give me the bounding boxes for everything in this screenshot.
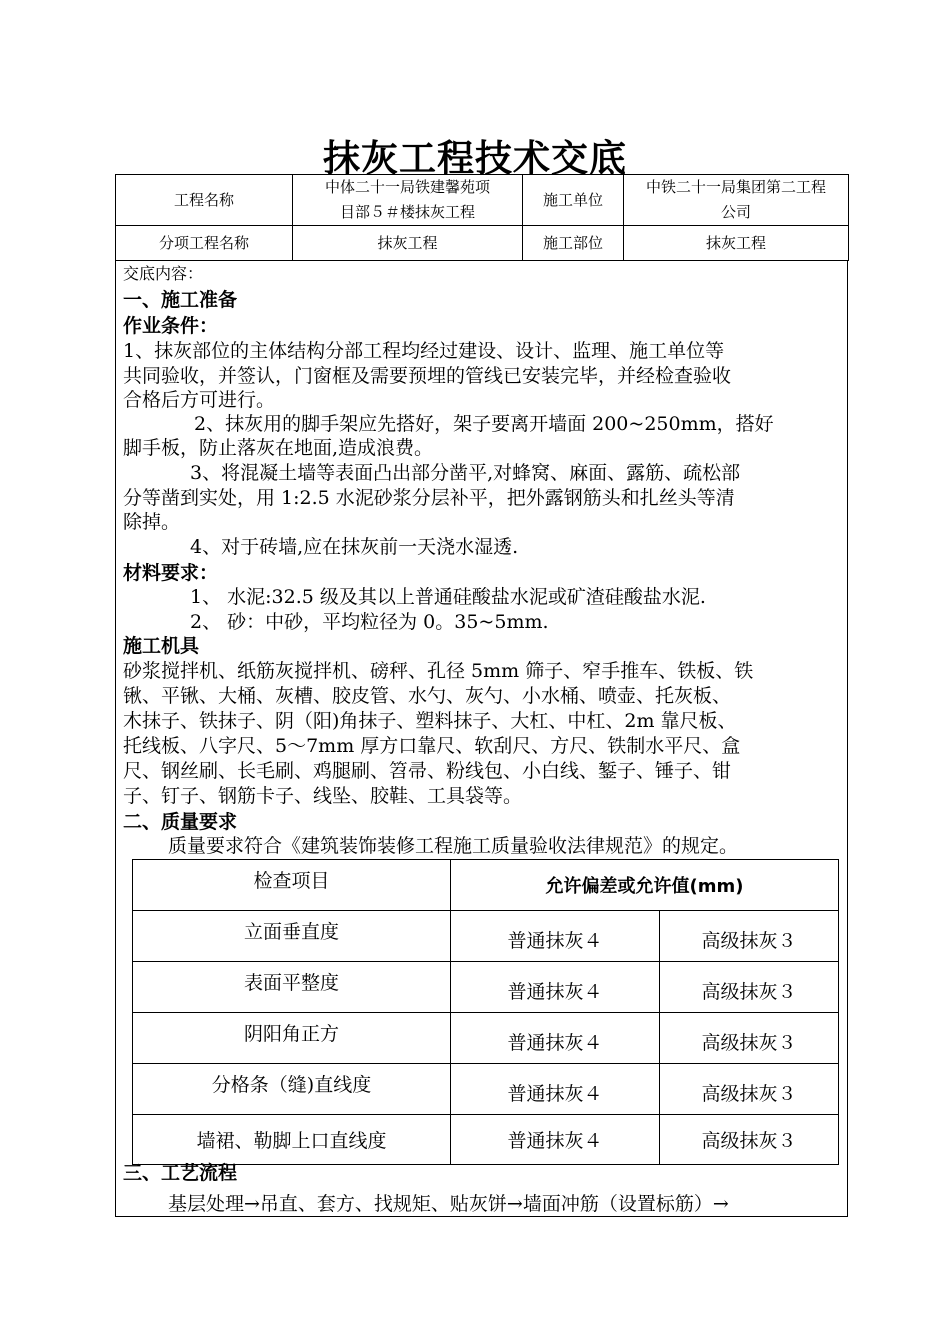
contractor-value — [624, 175, 849, 226]
condition-line: 分等凿到实处，用 1:2.5 水泥砂浆分层补平，把外露钢筋头和扎丝头等清 — [123, 487, 735, 509]
project-name-line2: 目部５＃楼抹灰工程 — [339, 203, 475, 221]
advanced-plaster-value: 高级抹灰３ — [660, 911, 839, 962]
subproject-label: 分项工程名称 — [116, 226, 293, 261]
advanced-plaster-value: 高级抹灰３ — [660, 1013, 839, 1064]
check-item: 立面垂直度 — [133, 911, 451, 962]
header-check-item: 检查项目 — [133, 860, 451, 911]
location-label: 施工部位 — [523, 226, 624, 261]
table-row — [133, 1115, 839, 1165]
check-item: 阴阳角正方 — [133, 1013, 451, 1064]
section-3-heading: 三、工艺流程 — [123, 1162, 238, 1184]
table-row — [133, 1013, 839, 1064]
condition-line: 脚手板，防止落灰在地面,造成浪费。 — [123, 437, 434, 459]
condition-line: 合格后方可进行。 — [123, 389, 276, 411]
table-row — [133, 1064, 839, 1115]
document-title: 抹灰工程技术交底 — [323, 137, 627, 180]
contractor-label: 施工单位 — [523, 175, 624, 226]
project-name-value — [293, 175, 523, 226]
intro-label: 交底内容： — [123, 264, 204, 283]
tools-line: 尺、钢丝刷、长毛刷、鸡腿刷、笤帚、粉线包、小白线、錾子、锤子、钳 — [123, 760, 732, 782]
quality-intro: 质量要求符合《建筑装饰装修工程施工质量验收法律规范》的规定。 — [168, 835, 739, 857]
condition-line: 2、抹灰用的脚手架应先搭好，架子要离开墙面 200~250mm，搭好 — [194, 413, 774, 435]
quality-tolerance-table — [132, 859, 839, 1165]
project-name-line1: 中体二十一局铁建馨苑项 — [324, 178, 490, 196]
normal-plaster-value: 普通抹灰４ — [451, 1115, 660, 1165]
section-2-heading: 二、质量要求 — [123, 811, 238, 833]
condition-line: 共同验收，并签认，门窗框及需要预埋的管线已安装完毕，并经检查验收 — [123, 365, 732, 387]
contractor-line2: 公司 — [720, 203, 751, 221]
work-conditions-heading: 作业条件： — [123, 315, 219, 337]
subproject-value: 抹灰工程 — [293, 226, 523, 261]
materials-heading: 材料要求： — [123, 562, 219, 584]
tools-line: 子、钉子、钢筋卡子、线坠、胶鞋、工具袋等。 — [123, 785, 523, 807]
condition-line: 除掉。 — [123, 511, 181, 533]
material-line: 1、 水泥:32.5 级及其以上普通硅酸盐水泥或矿渣硅酸盐水泥. — [190, 586, 706, 608]
table-row — [133, 962, 839, 1013]
project-name-label: 工程名称 — [116, 175, 293, 226]
advanced-plaster-value: 高级抹灰３ — [660, 1064, 839, 1115]
contractor-line1: 中铁二十一局集团第二工程 — [645, 178, 826, 196]
advanced-plaster-value: 高级抹灰３ — [660, 1115, 839, 1165]
material-line: 2、 砂：中砂，平均粒径为 0。35~5mm. — [190, 611, 549, 633]
normal-plaster-value: 普通抹灰４ — [451, 911, 660, 962]
process-flow-line: 基层处理→吊直、套方、找规矩、贴灰饼→墙面冲筋（设置标筋）→ — [168, 1193, 729, 1215]
tools-line: 木抹子、铁抹子、阴（阳)角抹子、塑料抹子、大杠、中杠、2m 靠尺板、 — [123, 710, 737, 732]
section-1-heading: 一、施工准备 — [123, 289, 238, 311]
tools-heading: 施工机具 — [123, 635, 200, 657]
tools-line: 砂浆搅拌机、纸筋灰搅拌机、磅秤、孔径 5mm 筛子、窄手推车、铁板、铁 — [123, 660, 754, 682]
normal-plaster-value: 普通抹灰４ — [451, 962, 660, 1013]
tools-line: 托线板、八字尺、5～7mm 厚方口靠尺、软刮尺、方尺、铁制水平尺、盒 — [123, 735, 741, 757]
normal-plaster-value: 普通抹灰４ — [451, 1013, 660, 1064]
check-item: 分格条（缝)直线度 — [133, 1064, 451, 1115]
location-value: 抹灰工程 — [624, 226, 849, 261]
advanced-plaster-value: 高级抹灰３ — [660, 962, 839, 1013]
condition-line: 4、对于砖墙,应在抹灰前一天浇水湿透. — [190, 536, 519, 558]
tools-line: 锹、平锹、大桶、灰槽、胶皮管、水勺、灰勺、小水桶、喷壶、托灰板、 — [123, 685, 732, 707]
header-tolerance: 允许偏差或允许值(mm) — [451, 860, 839, 911]
check-item: 墙裙、勒脚上口直线度 — [133, 1115, 451, 1165]
condition-line: 3、将混凝土墙等表面凸出部分凿平,对蜂窝、麻面、露筋、疏松部 — [190, 462, 741, 484]
project-info-table — [115, 174, 849, 261]
check-item: 表面平整度 — [133, 962, 451, 1013]
table-row — [133, 911, 839, 962]
normal-plaster-value: 普通抹灰４ — [451, 1064, 660, 1115]
condition-line: 1、抹灰部位的主体结构分部工程均经过建设、设计、监理、施工单位等 — [123, 340, 725, 362]
